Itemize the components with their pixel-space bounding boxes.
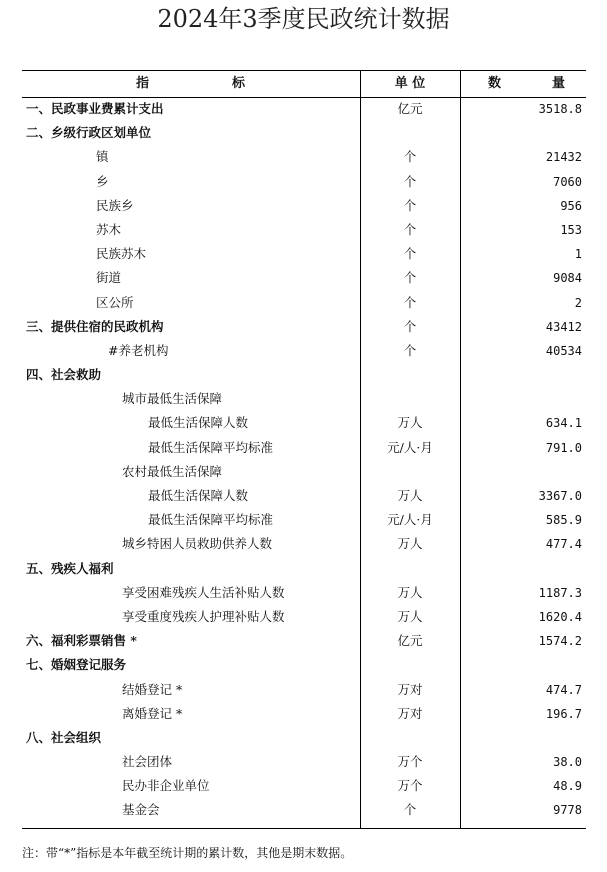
row-label: 七、婚姻登记服务: [26, 657, 127, 673]
table-row: [22, 508, 586, 532]
row-label: 八、社会组织: [26, 729, 102, 745]
row-unit: 元/人·月: [387, 439, 433, 455]
row-value: 956: [560, 198, 582, 213]
row-unit: 万对: [397, 681, 423, 697]
row-value: 196.7: [545, 706, 582, 721]
row-value: 48.9: [553, 779, 582, 794]
table-bottom-rule: [22, 828, 586, 829]
table-row: [22, 605, 586, 629]
table-row: [22, 702, 586, 726]
row-value: 474.7: [545, 682, 582, 697]
table-row: [22, 629, 586, 653]
table-row: [22, 798, 586, 822]
row-label: 民办非企业单位: [122, 778, 210, 794]
row-label: 四、社会救助: [26, 367, 102, 383]
table-row: [22, 121, 586, 145]
table-row: [22, 339, 586, 363]
row-label: 农村最低生活保障: [122, 463, 223, 479]
row-label: 城市最低生活保障: [122, 391, 223, 407]
row-unit: 万人: [397, 536, 423, 552]
table-row: [22, 315, 586, 339]
header-indicator-char1: 指: [136, 76, 150, 91]
header-qty-char2: 量: [552, 76, 566, 91]
table-row: [22, 557, 586, 581]
row-unit: 个: [403, 342, 417, 358]
row-unit: 个: [403, 318, 417, 334]
footnote: 注：带“*”指标是本年截至统计期的累计数，其他是期末数据。: [22, 846, 353, 860]
row-value: 2: [574, 295, 582, 310]
row-label: 享受困难残疾人生活补贴人数: [122, 584, 285, 600]
row-label: 区公所: [96, 294, 134, 310]
table-row: [22, 145, 586, 169]
row-label: 苏木: [96, 221, 122, 237]
table-row: [22, 653, 586, 677]
row-label: 街道: [96, 270, 122, 286]
row-unit: 个: [403, 173, 417, 189]
row-label: 享受重度残疾人护理补贴人数: [122, 608, 285, 624]
row-unit: 个: [403, 294, 417, 310]
table-row: [22, 532, 586, 556]
row-unit: 万人: [397, 608, 423, 624]
row-unit: 亿元: [397, 633, 423, 649]
table-row: [22, 774, 586, 798]
table-row: [22, 266, 586, 290]
row-unit: 元/人·月: [387, 512, 433, 528]
row-value: 7060: [553, 174, 582, 189]
table-row: [22, 291, 586, 315]
table-top-rule: [22, 70, 586, 71]
row-unit: 个: [403, 246, 417, 262]
header-unit: 单 位: [394, 76, 426, 91]
row-label: 社会团体: [122, 754, 173, 770]
table-row: [22, 726, 586, 750]
row-label: 最低生活保障平均标准: [148, 439, 274, 455]
row-value: 1574.2: [538, 634, 582, 649]
table-row: [22, 170, 586, 194]
page-title: 2024年3季度民政统计数据: [157, 5, 450, 33]
row-label: 一、民政事业费累计支出: [26, 101, 164, 116]
row-unit: 个: [403, 149, 417, 165]
table-row: [22, 242, 586, 266]
row-value: 38.0: [553, 755, 582, 770]
row-value: 585.9: [545, 513, 582, 528]
row-unit: 个: [403, 802, 417, 818]
row-unit: 个: [403, 270, 417, 286]
row-label: 三、提供住宿的民政机构: [26, 318, 164, 334]
row-label: 二、乡级行政区划单位: [26, 125, 152, 141]
row-unit: 万对: [397, 705, 423, 721]
row-label: 结婚登记 *: [122, 681, 183, 697]
table-row: [22, 581, 586, 605]
row-value: 3518.8: [538, 102, 582, 116]
table-row: [22, 678, 586, 702]
row-value: 1187.3: [538, 585, 582, 600]
table-row: [22, 460, 586, 484]
table-row: [22, 484, 586, 508]
row-label: 五、残疾人福利: [26, 560, 114, 576]
table-row: [22, 97, 586, 121]
row-label: 民族苏木: [96, 246, 147, 262]
header-qty-char1: 数: [488, 76, 502, 91]
row-unit: 万个: [397, 778, 423, 794]
table-row: [22, 363, 586, 387]
table-row: [22, 387, 586, 411]
row-value: 3367.0: [538, 489, 582, 503]
row-label: 城乡特困人员救助供养人数: [122, 536, 273, 552]
row-value: 40534: [545, 343, 582, 358]
row-label: 乡: [96, 173, 109, 189]
header-indicator-char2: 标: [232, 76, 246, 91]
table-body: [22, 97, 586, 823]
row-value: 153: [560, 222, 582, 237]
table-row: [22, 218, 586, 242]
row-value: 43412: [545, 319, 582, 334]
row-value: 1620.4: [538, 609, 582, 624]
row-unit: 亿元: [397, 101, 423, 116]
row-unit: 万人: [397, 488, 423, 503]
row-label: 最低生活保障人数: [148, 415, 249, 431]
row-value: 1: [574, 247, 582, 262]
table-row: [22, 411, 586, 435]
table-row: [22, 750, 586, 774]
row-unit: 个: [403, 197, 417, 213]
row-unit: 万人: [397, 415, 423, 431]
table-row: [22, 194, 586, 218]
row-label: 基金会: [122, 802, 160, 818]
row-value: 21432: [545, 150, 582, 165]
row-value: 9778: [553, 803, 582, 818]
row-label: 镇: [96, 149, 109, 165]
row-value: 9084: [553, 271, 582, 286]
row-label: 离婚登记 *: [122, 705, 183, 721]
row-value: 477.4: [545, 537, 582, 552]
row-unit: 个: [403, 221, 417, 237]
row-label: 民族乡: [96, 197, 134, 213]
row-unit: 万个: [397, 754, 423, 770]
row-label: 最低生活保障人数: [148, 488, 249, 503]
row-value: 634.1: [545, 416, 582, 431]
row-value: 791.0: [545, 440, 582, 455]
row-unit: 万人: [397, 584, 423, 600]
row-label: 六、福利彩票销售 *: [26, 633, 137, 649]
row-label: 最低生活保障平均标准: [148, 512, 274, 528]
row-label: #养老机构: [108, 342, 169, 358]
table-row: [22, 436, 586, 460]
